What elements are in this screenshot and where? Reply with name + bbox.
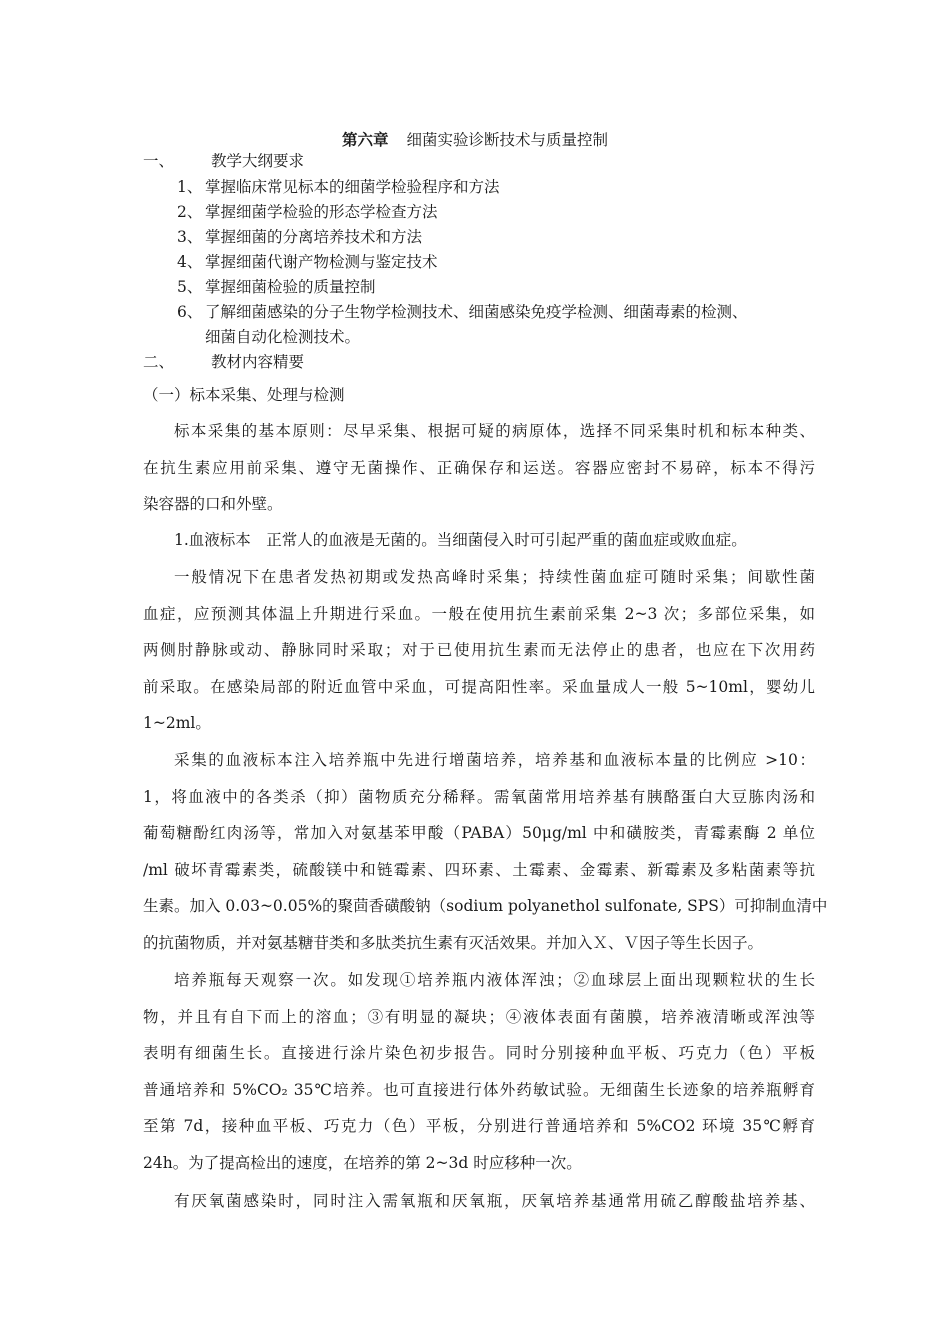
section-1-number: 一、 bbox=[143, 152, 175, 170]
list-item: 1、 掌握临床常见标本的细菌学检验程序和方法 bbox=[177, 178, 500, 196]
section-2-heading bbox=[143, 352, 304, 372]
paragraph-anaerobic: 有厌氧菌感染时，同时注入需氧瓶和厌氧瓶，厌氧培养基通常用硫乙醇酸盐培养基、 bbox=[174, 1192, 815, 1210]
paragraph-collection-timing: 一般情况下在患者发热初期或发热高峰时采集；持续性菌血症可随时采集；间歇性菌 血症，应预测其体温上升期进行采血。一般在使用抗生素前采集 2~3 次；多部位采集，如 两侧肘静脉或动、静脉同时采取；对于已使用抗生素而无法停止的患者，也应在下次用药 前采取。在感染局部的附近血管中采血，可提高阳性率。采血量成人一般 5~10ml，婴幼儿 1~2ml。 bbox=[143, 568, 815, 732]
list-item: 3、 掌握细菌的分离培养技术和方法 bbox=[177, 228, 423, 246]
paragraph-culture-media: 采集的血液标本注入培养瓶中先进行增菌培养，培养基和血液标本量的比例应 >10： 1，将血液中的各类杀（抑）菌物质充分稀释。需氧菌常用培养基有胰酪蛋白大豆胨肉汤和 葡萄糖酚红肉汤等，常加入对氨基苯甲酸（PABA）50μg/ml 中和磺胺类，青霉素酶 2 单位 /ml 破坏青霉素类，硫酸镁中和链霉素、四环素、土霉素、金霉素、新霉素及多粘菌素等抗 生素。加入 0.03~0.05%的聚茴香磺酸钠（sodium polyanethol sulfonate, SPS）可抑制血清中 的抗菌物质，并对氨基糖苷类和多肽类抗生素有灭活效果。并加入Ｘ、Ｖ因子等生长因子。 bbox=[143, 751, 828, 952]
section-2-title: 教材内容精要 bbox=[211, 353, 305, 371]
paragraph-observation: 培养瓶每天观察一次。如发现①培养瓶内液体浑浊；②血球层上面出现颗粒状的生长 物，并且有自下而上的溶血；③有明显的凝块；④液体表面有菌膜，培养液清晰或浑浊等 表明有细菌生长。直接进行涂片染色初步报告。同时分别接种血平板、巧克力（色）平板 普通培养和 5%CO₂ 35℃培养。也可直接进行体外药敏试验。无细菌生长迹象的培养瓶孵育 至第 7d，接种血平板、巧克力（色）平板，分别进行普通培养和 5%CO2 环境 35℃孵育 24h。为了提高检出的速度，在培养的第 2~3d 时应移种一次。 bbox=[143, 971, 815, 1172]
paragraph-blood-specimen: 1.血液标本 正常人的血液是无菌的。当细菌侵入时可引起严重的菌血症或败血症。 bbox=[174, 531, 747, 549]
chapter-title-text: 细菌实验诊断技术与质量控制 bbox=[406, 131, 609, 149]
list-item: 2、 掌握细菌学检验的形态学检查方法 bbox=[177, 203, 438, 221]
list-item-continuation: 细菌自动化检测技术。 bbox=[205, 328, 361, 346]
section-2-number: 二、 bbox=[143, 353, 175, 371]
chapter-title bbox=[0, 128, 950, 150]
list-item: 4、 掌握细菌代谢产物检测与鉴定技术 bbox=[177, 253, 438, 271]
list-item: 6、 了解细菌感染的分子生物学检测技术、细菌感染免疫学检测、细菌毒素的检测、 bbox=[177, 303, 748, 321]
subsection-heading: （一）标本采集、处理与检测 bbox=[143, 386, 345, 404]
section-1-title: 教学大纲要求 bbox=[211, 152, 305, 170]
list-item: 5、 掌握细菌检验的质量控制 bbox=[177, 278, 376, 296]
chapter-number: 第六章 bbox=[341, 130, 389, 149]
paragraph-principles: 标本采集的基本原则：尽早采集、根据可疑的病原体，选择不同采集时机和标本种类、 在抗生素应用前采集、遵守无菌操作、正确保存和运送。容器应密封不易碎，标本不得污 染容器的口和外壁。 bbox=[143, 422, 815, 513]
section-1-heading bbox=[143, 151, 304, 171]
